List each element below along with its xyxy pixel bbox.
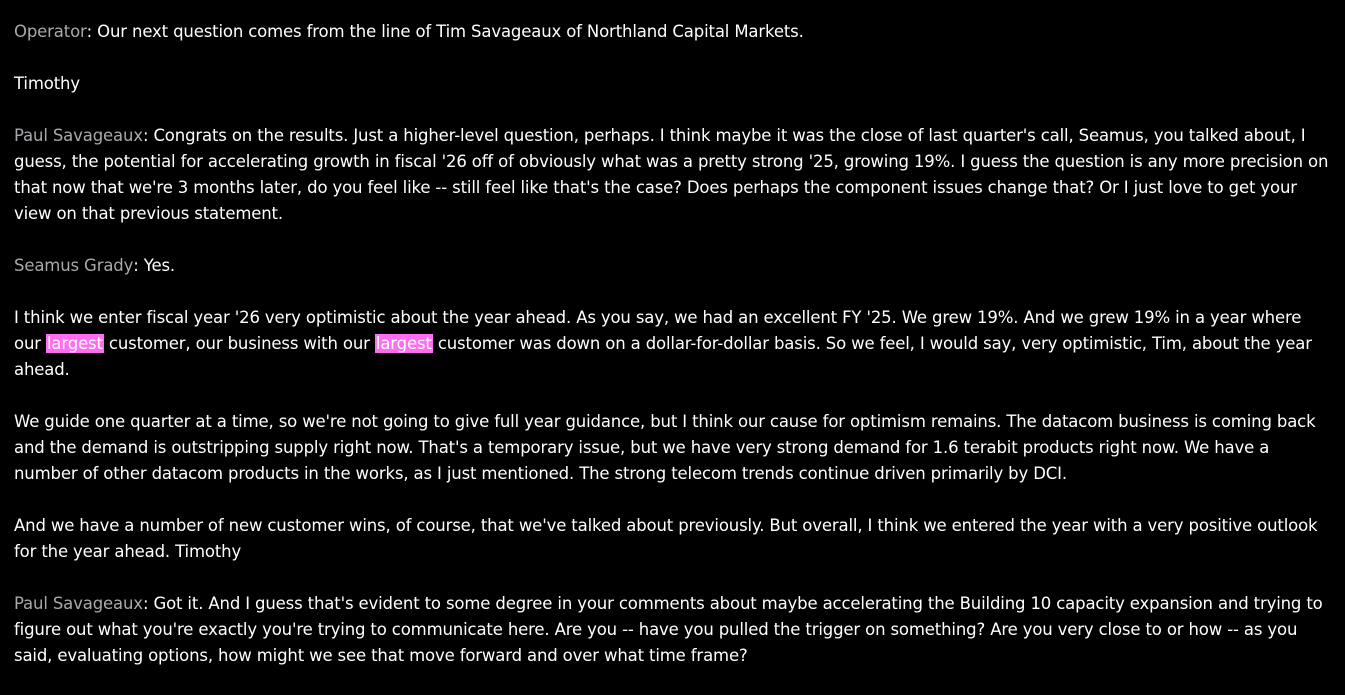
transcript-paragraph <box>14 513 1332 565</box>
utterance-text: I think we enter fiscal year '26 very optimistic about the year ahead. As you say, we had an excellent FY '25. We grew 19%. And we grew 19% in a year where our <box>14 308 1302 353</box>
transcript-paragraph <box>14 123 1332 227</box>
utterance-text: Timothy <box>14 74 80 93</box>
utterance-text: customer, our business with our <box>103 334 375 353</box>
utterance-text: : Our next question comes from the line of Tim Savageaux of Northland Capital Markets. <box>86 22 804 41</box>
speaker-name: Paul Savageaux <box>14 126 143 145</box>
utterance-text: We guide one quarter at a time, so we're not going to give full year guidance, but I think our cause for optimism remains. The datacom business is coming back and the demand is outstripping supply right now. That's a temporary issue, but we have very strong demand for 1.6 terabit products right now. We have a number of other datacom products in the works, as I just mentioned. The strong telecom trends continue driven primarily by DCI. <box>14 412 1316 483</box>
utterance-text: And we have a number of new customer wins, of course, that we've talked about previously. But overall, I think we entered the year with a very positive outlook for the year ahead. Timothy <box>14 516 1318 561</box>
transcript-paragraph <box>14 253 1332 279</box>
utterance-text: : Yes. <box>133 256 176 275</box>
speaker-name: Paul Savageaux <box>14 594 143 613</box>
utterance-text: customer was down on a dollar-for-dollar basis. So we feel, I would say, very optimistic, Tim, about the year ahead. <box>14 334 1312 379</box>
utterance-text: : Congrats on the results. Just a higher-level question, perhaps. I think maybe it was the close of last quarter's call, Seamus, you talked about, I guess, the potential for accelerating growth in fiscal '26 off of obviously what was a pretty strong '25, growing 19%. I guess the question is any more precision on that now that we're 3 months later, do you feel like -- still feel like that's the case? Does perhaps the component issues change that? Or I just love to get your view on that previous statement. <box>14 126 1329 223</box>
transcript-paragraph <box>14 71 1332 97</box>
transcript-paragraph <box>14 591 1332 669</box>
transcript-paragraph <box>14 409 1332 487</box>
search-highlight: largest <box>46 334 103 353</box>
transcript-paragraph <box>14 19 1332 45</box>
speaker-name: Operator <box>14 22 87 41</box>
transcript-paragraph <box>14 305 1332 383</box>
speaker-name: Seamus Grady <box>14 256 134 275</box>
utterance-text: : Got it. And I guess that's evident to some degree in your comments about maybe accelerating the Building 10 capacity expansion and trying to figure out what you're exactly you're trying to communicate here. Are you -- have you pulled the trigger on something? Are you very close to or how -- as you said, evaluating options, how might we see that move forward and over what time frame? <box>14 594 1323 665</box>
transcript <box>14 19 1332 695</box>
search-highlight: largest <box>375 334 432 353</box>
